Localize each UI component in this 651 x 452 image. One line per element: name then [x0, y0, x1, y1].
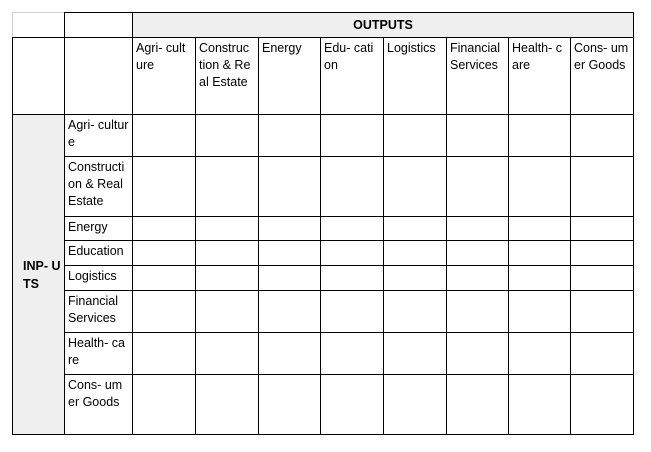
matrix-cell[interactable]: [133, 291, 196, 333]
row-header-financial-services: Financial Services: [65, 291, 133, 333]
matrix-cell[interactable]: [509, 333, 571, 375]
corner-cell: [13, 13, 65, 38]
matrix-cell[interactable]: [259, 333, 321, 375]
matrix-cell[interactable]: [509, 291, 571, 333]
matrix-cell[interactable]: [196, 241, 259, 266]
matrix-cell[interactable]: [384, 291, 447, 333]
matrix-cell[interactable]: [259, 375, 321, 435]
matrix-cell[interactable]: [447, 157, 509, 217]
matrix-cell[interactable]: [259, 266, 321, 291]
matrix-cell[interactable]: [571, 241, 634, 266]
matrix-cell[interactable]: [384, 333, 447, 375]
matrix-cell[interactable]: [509, 241, 571, 266]
column-header-education: Edu- cation: [321, 38, 384, 115]
column-header-construction: Construc tion & Real Estate: [196, 38, 259, 115]
matrix-cell[interactable]: [133, 375, 196, 435]
matrix-cell[interactable]: [447, 217, 509, 241]
matrix-cell[interactable]: [321, 291, 384, 333]
column-header-healthcare: Health- care: [509, 38, 571, 115]
matrix-cell[interactable]: [571, 291, 634, 333]
matrix-cell[interactable]: [133, 266, 196, 291]
column-header-energy: Energy: [259, 38, 321, 115]
row-header-energy: Energy: [65, 217, 133, 241]
matrix-cell[interactable]: [321, 115, 384, 157]
matrix-cell[interactable]: [384, 266, 447, 291]
input-output-table: [12, 12, 634, 435]
outputs-header: OUTPUTS: [133, 13, 634, 38]
matrix-cell[interactable]: [259, 217, 321, 241]
blank-cell: [65, 38, 133, 115]
matrix-cell[interactable]: [509, 115, 571, 157]
matrix-cell[interactable]: [259, 115, 321, 157]
matrix-cell[interactable]: [447, 266, 509, 291]
matrix-cell[interactable]: [509, 375, 571, 435]
matrix-cell[interactable]: [571, 115, 634, 157]
matrix-cell[interactable]: [321, 266, 384, 291]
corner-cell-2: [65, 13, 133, 38]
matrix-cell[interactable]: [384, 157, 447, 217]
column-header-logistics: Logistics: [384, 38, 447, 115]
matrix-cell[interactable]: [259, 291, 321, 333]
matrix-cell[interactable]: [384, 115, 447, 157]
matrix-cell[interactable]: [447, 115, 509, 157]
matrix-cell[interactable]: [321, 157, 384, 217]
matrix-cell[interactable]: [571, 333, 634, 375]
matrix-cell[interactable]: [321, 241, 384, 266]
matrix-cell[interactable]: [321, 375, 384, 435]
matrix-cell[interactable]: [133, 217, 196, 241]
matrix-cell[interactable]: [259, 157, 321, 217]
row-header-healthcare: Health- care: [65, 333, 133, 375]
matrix-cell[interactable]: [259, 241, 321, 266]
matrix-cell[interactable]: [196, 291, 259, 333]
matrix-cell[interactable]: [133, 157, 196, 217]
matrix-cell[interactable]: [196, 217, 259, 241]
column-header-financial-services: Financial Services: [447, 38, 509, 115]
matrix-cell[interactable]: [571, 266, 634, 291]
row-header-consumer-goods: Cons- umer Goods: [65, 375, 133, 435]
matrix-cell[interactable]: [571, 157, 634, 217]
matrix-cell[interactable]: [196, 157, 259, 217]
matrix-cell[interactable]: [509, 266, 571, 291]
matrix-cell[interactable]: [196, 375, 259, 435]
row-header-construction: Constructi on & Real Estate: [65, 157, 133, 217]
matrix-cell[interactable]: [196, 115, 259, 157]
matrix-cell[interactable]: [384, 375, 447, 435]
matrix-cell[interactable]: [321, 217, 384, 241]
matrix-cell[interactable]: [447, 375, 509, 435]
matrix-cell[interactable]: [133, 115, 196, 157]
inputs-header: INP- UTS: [13, 115, 65, 435]
matrix-cell[interactable]: [447, 333, 509, 375]
blank-cell: [13, 38, 65, 115]
matrix-cell[interactable]: [447, 291, 509, 333]
matrix-cell[interactable]: [196, 333, 259, 375]
matrix-cell[interactable]: [509, 157, 571, 217]
matrix-cell[interactable]: [571, 217, 634, 241]
matrix-cell[interactable]: [133, 241, 196, 266]
column-header-agriculture: Agri- culture: [133, 38, 196, 115]
matrix-cell[interactable]: [509, 217, 571, 241]
matrix-cell[interactable]: [133, 333, 196, 375]
matrix-cell[interactable]: [321, 333, 384, 375]
column-header-consumer-goods: Cons- umer Goods: [571, 38, 634, 115]
matrix-cell[interactable]: [384, 241, 447, 266]
matrix-cell[interactable]: [196, 266, 259, 291]
matrix-cell[interactable]: [384, 217, 447, 241]
row-header-logistics: Logistics: [65, 266, 133, 291]
row-header-agriculture: Agri- culture: [65, 115, 133, 157]
row-header-education: Education: [65, 241, 133, 266]
matrix-cell[interactable]: [571, 375, 634, 435]
matrix-cell[interactable]: [447, 241, 509, 266]
